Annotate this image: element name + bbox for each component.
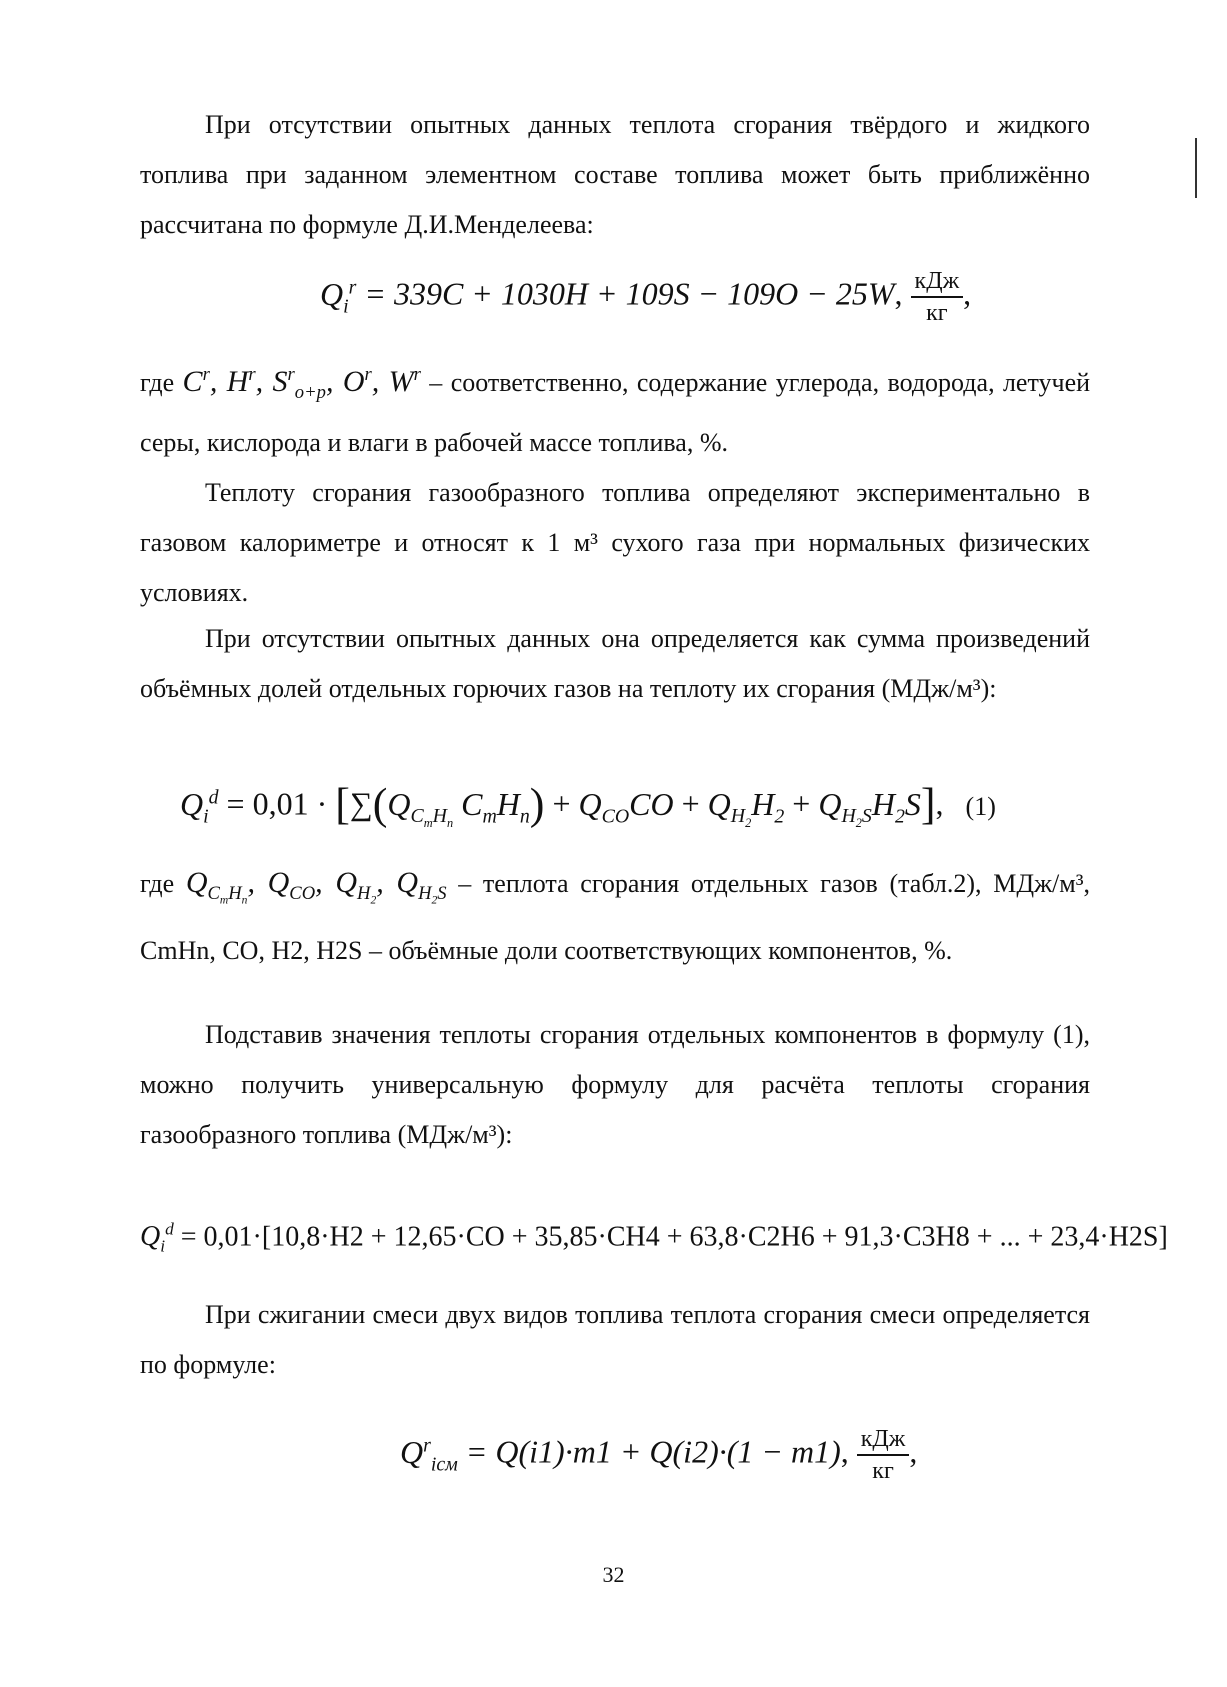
formula-mendeleev-rhs: = 339C + 1030H + 109S − 109O − 25W [364,275,895,312]
unit-kj-per-kg-2: $\frac{\text{кДж}}{кг}$ [857,1424,910,1486]
scan-edge-mark [1195,138,1197,198]
paragraph-2: где $C^r$, $H^r$, $S^r_{o+p}$, $O^r$, $W^r$ – соответственно, содержание углерода, водорода, летучей серы, кислорода и влаги в рабочей массе топлива, %. [140,364,1091,457]
formula-mendeleev: $Q_i^r = 339C + 1030H + 109S - 109O - 25W$, $\frac{\text{кДж}}{кг}$ , [320,268,972,327]
paragraph-7: При сжигании смеси двух видов топлива теплота сгорания смеси определяется по формуле: [140,1300,1090,1379]
symbols-list: $C^r$, $H^r$, $S^r_{o+p}$, $O^r$, $W^r$ [182,364,421,403]
formula-gas-universal-rhs: = 0,01·[10,8·H2 + 12,65·CO + 35,85·CH4 + 63,8·C2H6 + 91,3·C3H8 + ... + 23,4·H2S] [180,1221,1168,1253]
formula-gas-universal: $Q_i^d = 0,01\cdot[10,8\cdot H2 + 12,65\cdot CO + 35,85\cdot CH4 + 63,8\cdot C2H6 + 91,3\cdot C3H8$ + ... + 23,4·H2S] [140,1220,1168,1256]
gas-symbols-list: $Q_{C_mH_n}$, $Q_{CO}$, $Q_{H_2}$, $Q_{H_2S}$ [185,866,447,907]
formula-1: $Q_i^d = 0,01 \cdot [\sum(Q_{C_mH_n}$ $C_mH_n) + Q_{CO}CO + Q_{H_2}H_2 + Q_{H_2S}H_2S$], (1) [180,779,996,831]
paragraph-5: где $Q_{C_mH_n}$, $Q_{CO}$, $Q_{H_2}$, $Q_{H_2S}$ – теплота сгорания отдельных газов (табл.2), МДж/м³, CmHn, CO, H2, H2S – объёмные доли соответствующих компонентов, %. [140,866,1091,965]
formula-mixture: $Q^r_{iсм} = Q(i1)\cdot m1 + Q(i2)\cdot(1 - m1)$, $\frac{\text{кДж}}{кг}$ , [400,1426,918,1485]
equation-number: (1) [965,791,996,821]
paragraph-6: Подставив значения теплоты сгорания отдельных компонентов в формулу (1), можно получить универсальную формулу для расчёта теплоты сгорания газообразного топлива (МДж/м³): [140,1020,1090,1149]
unit-kj-per-kg: $\frac{\text{кДж}}{кг}$ [911,266,964,328]
page-number: 32 [602,1562,625,1587]
paragraph-3: Теплоту сгорания газообразного топлива определяют экспериментально в газовом калориметре и относят к 1 м³ сухого газа при нормальных физических условиях. [140,478,1090,607]
formula-mixture-rhs: = Q(i1)·m1 + Q(i2)·(1 − m1) [465,1433,841,1470]
paragraph-1: При отсутствии опытных данных теплота сгорания твёрдого и жидкого топлива при заданном элементном составе топлива может быть приближённо рассчитана по формуле Д.И.Менделеева: [140,110,1090,239]
paragraph-4: При отсутствии опытных данных она определяется как сумма произведений объёмных долей отдельных горючих газов на теплоту их сгорания (МДж/м³): [140,624,1090,703]
